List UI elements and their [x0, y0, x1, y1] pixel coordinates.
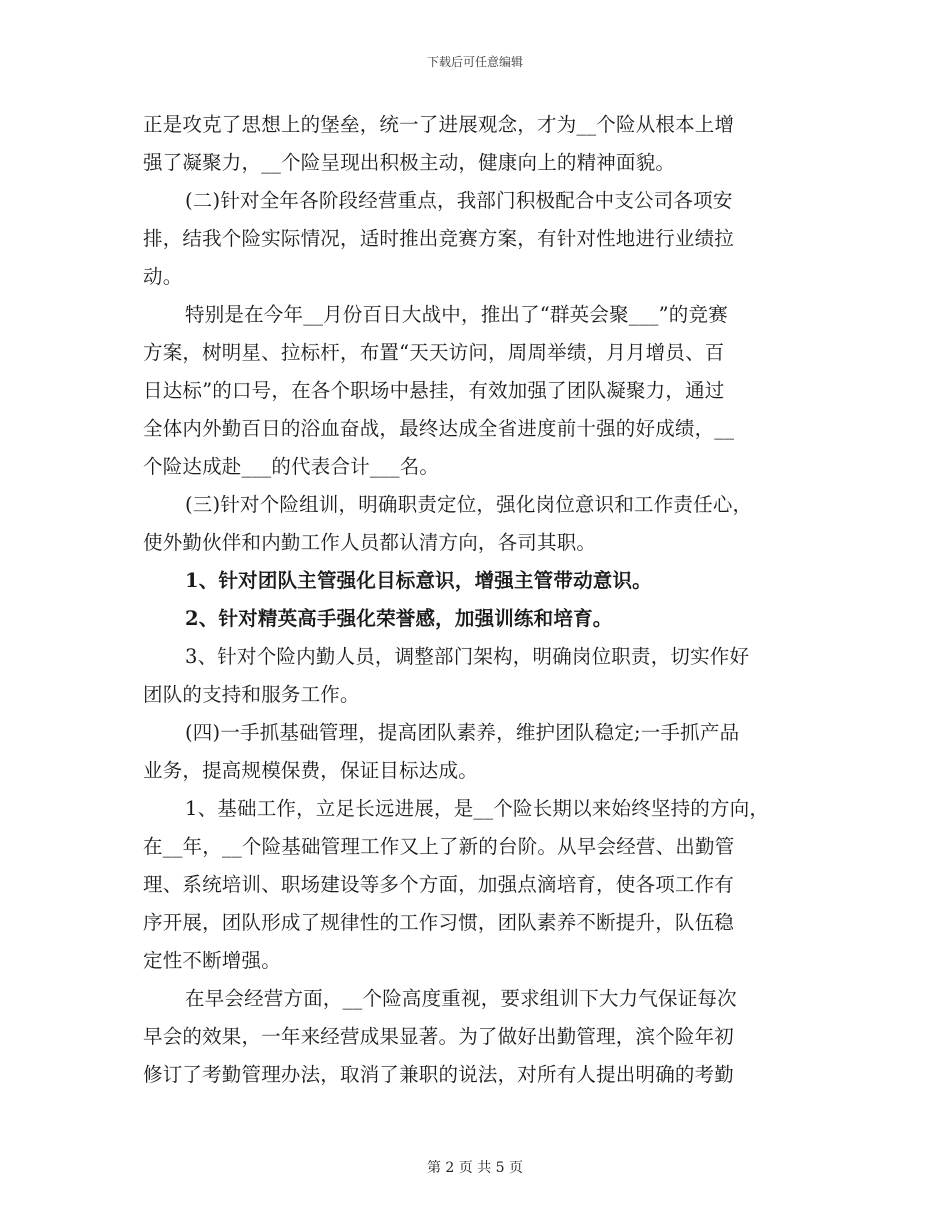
text-line: 团队的支持和服务工作。	[143, 683, 360, 706]
page-header: 下载后可任意编辑	[426, 55, 523, 69]
text-line: 全体内外勤百日的浴血奋战，最终达成全省进度前十强的好成绩，__	[143, 417, 735, 440]
text-line: 在早会经营方面，__个险高度重视，要求组训下大力气保证每次	[185, 987, 737, 1010]
text-line: 定性不断增强。	[143, 949, 281, 972]
text-line: 方案，树明星、拉标杆，布置“天天访问，周周举绩，月月增员、百	[143, 341, 725, 364]
text-line: 正是攻克了思想上的堡垒，统一了进展观念，才为__个险从根本上增	[143, 113, 735, 136]
text-line: 在__年，__个险基础管理工作又上了新的台阶。从早会经营、出勤管	[143, 835, 735, 858]
document-body	[143, 106, 808, 1094]
text-line: 个险达成赴___的代表合计___名。	[143, 455, 440, 478]
text-line: 1、基础工作，立足长远进展，是__个险长期以来始终坚持的方向，	[185, 797, 770, 820]
text-line: 修订了考勤管理办法，取消了兼职的说法，对所有人提出明确的考勤	[143, 1063, 735, 1086]
text-line: 强了凝聚力，__个险呈现出积极主动，健康向上的精神面貌。	[143, 151, 676, 174]
text-line: (四)一手抓基础管理，提高团队素养，维护团队稳定;一手抓产品	[185, 721, 740, 744]
text-line: (三)针对个险组训，明确职责定位，强化岗位意识和工作责任心，	[185, 493, 753, 516]
text-line: 使外勤伙伴和内勤工作人员都认清方向，各司其职。	[143, 531, 597, 554]
text-line: (二)针对全年各阶段经营重点，我部门积极配合中支公司各项安	[185, 189, 733, 212]
page-footer: 第 2 页 共 5 页	[426, 1160, 524, 1176]
text-line: 理、系统培训、职场建设等多个方面，加强点滴培育，使各项工作有	[143, 873, 735, 896]
text-line: 3、针对个险内勤人员，调整部门架构，明确岗位职责，切实作好	[185, 645, 750, 668]
text-line: 业务，提高规模保费，保证目标达成。	[143, 759, 478, 782]
text-line: 早会的效果，一年来经营成果显著。为了做好出勤管理，滨个险年初	[143, 1025, 735, 1048]
text-line: 动。	[143, 265, 183, 288]
text-line: 日达标”的口号，在各个职场中悬挂，有效加强了团队凝聚力，通过	[143, 379, 725, 402]
text-line: 特别是在今年__月份百日大战中，推出了“群英会聚___”的竞赛	[185, 303, 728, 326]
text-line: 1、针对团队主管强化目标意识，增强主管带动意识。	[185, 569, 652, 592]
text-line: 序开展，团队形成了规律性的工作习惯，团队素养不断提升，队伍稳	[143, 911, 735, 934]
text-line: 2、针对精英高手强化荣誉感，加强训练和培育。	[185, 607, 613, 630]
text-line: 排，结我个险实际情况，适时推出竞赛方案，有针对性地进行业绩拉	[143, 227, 735, 250]
